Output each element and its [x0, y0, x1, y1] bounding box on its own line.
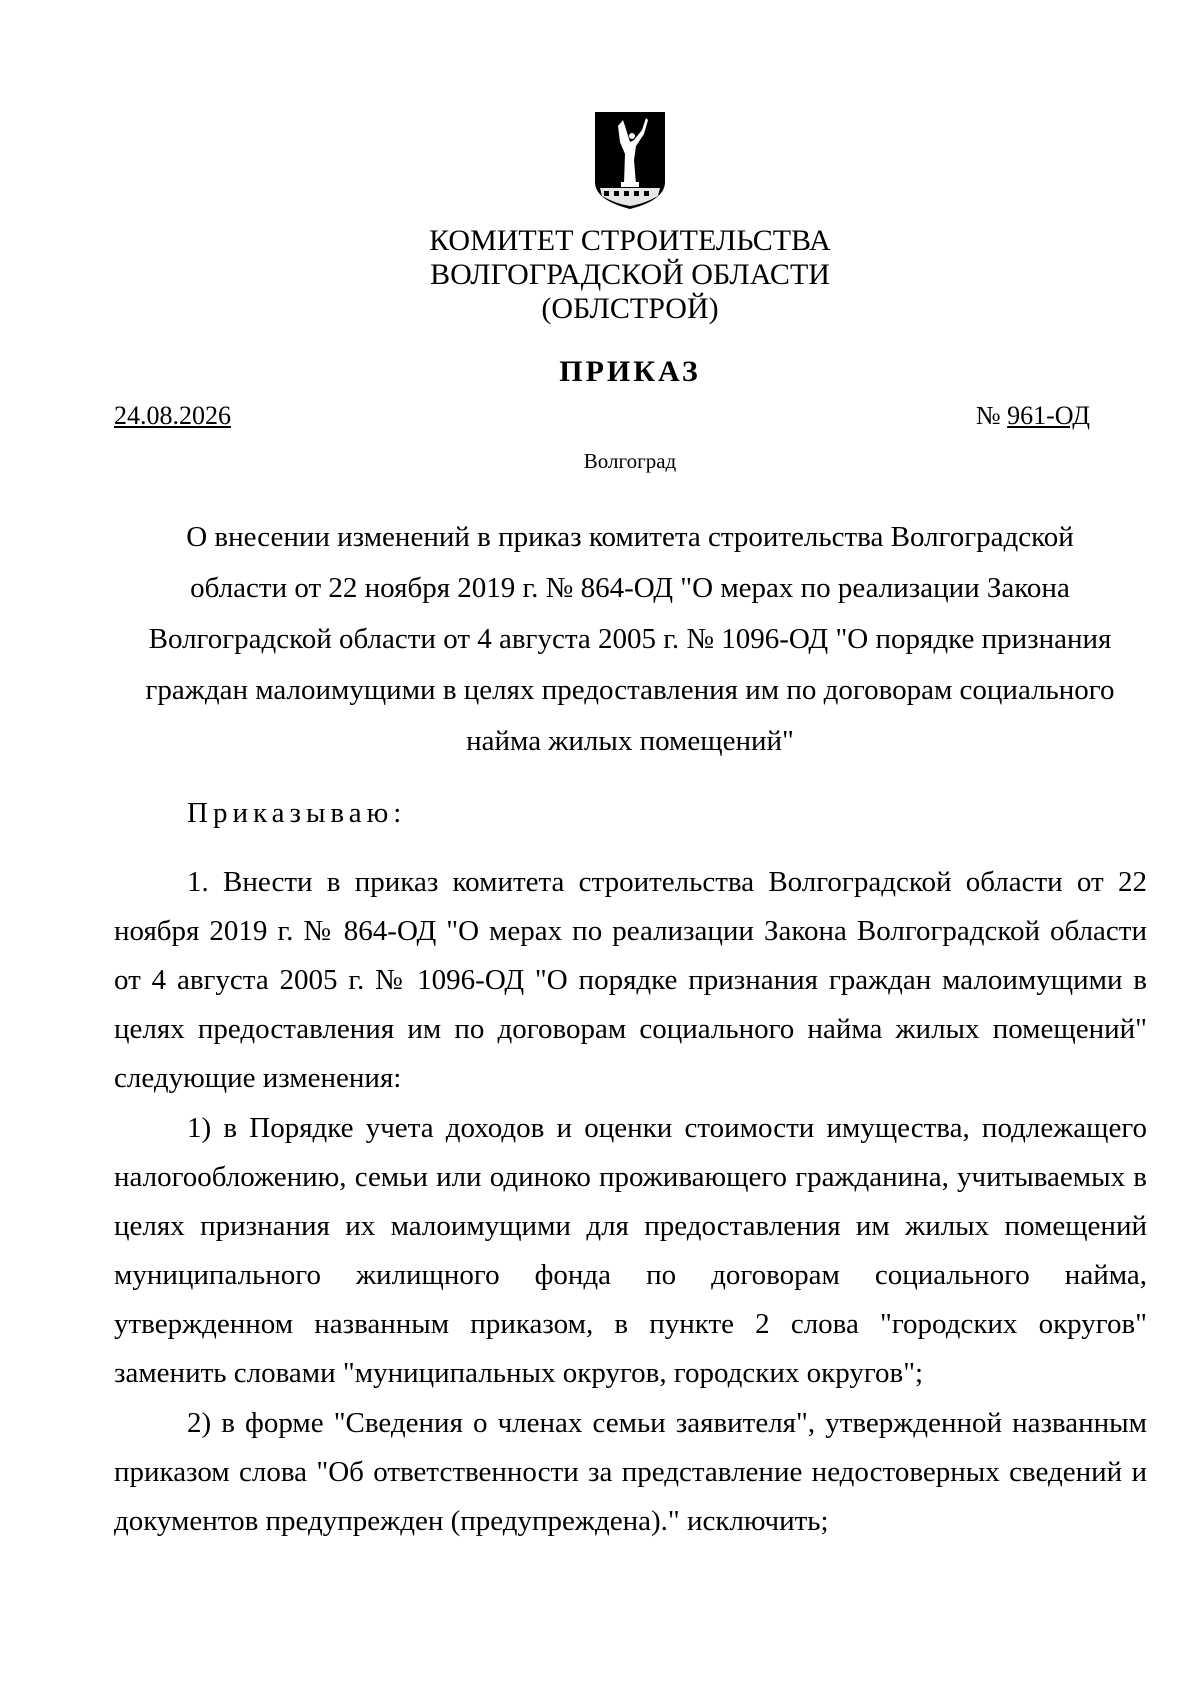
organization-name-line-2: ВОЛГОГРАДСКОЙ ОБЛАСТИ [430, 258, 830, 291]
paragraph-1-2: 2) в форме "Сведения о членах семьи заявителя", утвержденной названным приказом слова "Об ответственности за представление недостоверных сведений и документов предупрежден (предупреждена)." исключить; [114, 1407, 1147, 1537]
city-name: Волгоград [583, 449, 677, 473]
document-subject: О внесении изменений в приказ комитета строительства Волгоградской области от 22 ноября 2019 г. № 864-ОД "О мерах по реализации Закона Волгоградской области от 4 августа 2005 г. № 1096-ОД "О порядке признания граждан малоимущими в целях предоставления им по договорам социального найма жилых помещений" [145, 521, 1115, 757]
number-value: 961-ОД [1007, 401, 1090, 430]
coat-of-arms-emblem [594, 112, 666, 210]
decree-word: Приказываю: [187, 797, 407, 829]
document-date: 24.08.2026 [114, 401, 231, 430]
organization-abbreviation: (ОБЛСТРОЙ) [541, 292, 719, 325]
number-prefix: № [975, 401, 1008, 430]
paragraph-1-1: 1) в Порядке учета доходов и оценки стоимости имущества, подлежащего налогообложению, семьи или одиноко проживающего гражданина, учитываемых в целях признания их малоимущими для предоставления им жилых помещений муниципального жилищного фонда по договорам социального найма, утвержденном названным приказом, в пункте 2 слова "городских округов" заменить словами "муниципальных округов, городских округов"; [114, 1112, 1147, 1389]
document-number [976, 401, 1090, 431]
organization-name-line-1: КОМИТЕТ СТРОИТЕЛЬСТВА [429, 224, 831, 257]
document-type-title: ПРИКАЗ [559, 355, 701, 388]
paragraph-1: 1. Внести в приказ комитета строительства Волгоградской области от 22 ноября 2019 г. № 864-ОД "О мерах по реализации Закона Волгоградской области от 4 августа 2005 г. № 1096-ОД "О порядке признания граждан малоимущими в целях предоставления им по договорам социального найма жилых помещений" следующие изменения: [114, 866, 1147, 1094]
